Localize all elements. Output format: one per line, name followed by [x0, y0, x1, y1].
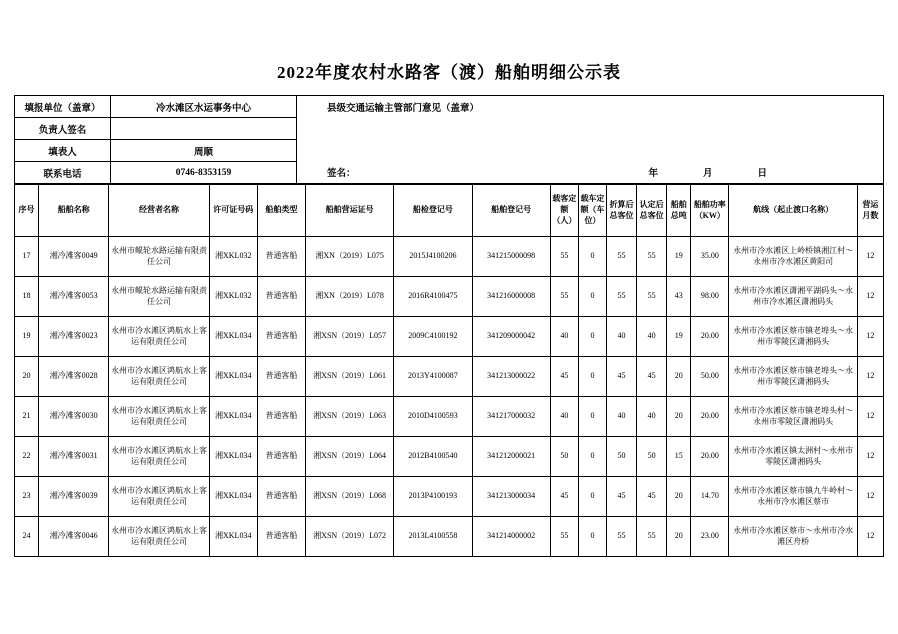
table-cell: 20.00	[691, 317, 729, 357]
page-title: 2022年度农村水路客（渡）船舶明细公示表	[277, 63, 621, 82]
table-cell: 45	[606, 357, 636, 397]
form-label: 联系电话	[15, 162, 111, 184]
table-cell: 55	[637, 277, 667, 317]
table-cell: 24	[15, 517, 39, 557]
table-cell: 湘XKL034	[209, 317, 257, 357]
table-cell: 2013P4100193	[394, 477, 472, 517]
table-cell: 永州市冷水滩区鸿航水上客运有限责任公司	[109, 397, 209, 437]
table-cell: 12	[857, 277, 883, 317]
form-value	[111, 118, 297, 140]
table-cell: 43	[667, 277, 691, 317]
column-header: 经营者名称	[109, 185, 209, 237]
table-cell: 23.00	[691, 517, 729, 557]
column-header: 载车定额（车位）	[578, 185, 606, 237]
table-cell: 普通客船	[257, 517, 305, 557]
column-header: 船舶类型	[257, 185, 305, 237]
table-cell: 永州市冷水滩区鸿航水上客运有限责任公司	[109, 437, 209, 477]
column-header: 载客定额（人）	[550, 185, 578, 237]
table-cell: 22	[15, 437, 39, 477]
header-form	[14, 95, 884, 184]
column-header: 航线（起止渡口名称）	[729, 185, 857, 237]
table-cell: 45	[550, 357, 578, 397]
table-cell: 55	[637, 237, 667, 277]
table-cell: 2015J4100206	[394, 237, 472, 277]
table-cell: 12	[857, 437, 883, 477]
table-cell: 0	[578, 357, 606, 397]
table-cell: 永州市冷水滩区鸿航水上客运有限责任公司	[109, 317, 209, 357]
vessel-table-body	[15, 237, 884, 557]
form-label: 填报单位（盖章）	[15, 96, 111, 118]
table-cell: 湘冷滩客0046	[39, 517, 109, 557]
form-row	[15, 118, 297, 140]
vessel-table	[14, 184, 884, 557]
table-cell: 永州市冷水滩区蔡市镇老埠头～永州市零陵区潇湘码头	[729, 317, 857, 357]
column-header: 船舶名称	[39, 185, 109, 237]
table-cell: 永州市冷水滩区镇太洲村～永州市零陵区潇湘码头	[729, 437, 857, 477]
table-cell: 0	[578, 277, 606, 317]
table-cell: 20.00	[691, 397, 729, 437]
table-cell: 湘XSN（2019）L072	[305, 517, 393, 557]
table-cell: 341209000042	[472, 317, 550, 357]
table-cell: 40	[606, 397, 636, 437]
table-cell: 湘XN（2019）L078	[305, 277, 393, 317]
table-cell: 普通客船	[257, 237, 305, 277]
table-cell: 湘冷滩客0039	[39, 477, 109, 517]
table-cell: 2012B4100540	[394, 437, 472, 477]
table-cell: 55	[550, 277, 578, 317]
opinion-label: 县级交通运输主管部门意见（盖章）	[327, 104, 480, 114]
table-cell: 湘XN（2019）L075	[305, 237, 393, 277]
table-cell: 0	[578, 437, 606, 477]
table-cell: 45	[637, 357, 667, 397]
table-cell: 12	[857, 477, 883, 517]
table-cell: 0	[578, 317, 606, 357]
table-cell: 20	[667, 517, 691, 557]
table-cell: 普通客船	[257, 277, 305, 317]
table-cell: 14.70	[691, 477, 729, 517]
form-value: 冷水滩区水运事务中心	[111, 96, 297, 118]
column-header: 船舶登记号	[472, 185, 550, 237]
table-cell: 湘冷滩客0023	[39, 317, 109, 357]
table-cell: 湘冷滩客0031	[39, 437, 109, 477]
table-header-row	[15, 185, 884, 237]
table-cell: 21	[15, 397, 39, 437]
table-cell: 湘XKL034	[209, 517, 257, 557]
table-cell: 12	[857, 397, 883, 437]
table-cell: 20	[667, 477, 691, 517]
signature-label: 签名：	[327, 169, 356, 179]
table-cell: 50	[550, 437, 578, 477]
table-cell: 2010D4100593	[394, 397, 472, 437]
table-cell: 50	[606, 437, 636, 477]
table-cell: 0	[578, 477, 606, 517]
table-cell: 55	[606, 237, 636, 277]
table-cell: 50	[637, 437, 667, 477]
table-cell: 341213000022	[472, 357, 550, 397]
table-cell: 永州市冷水滩区蔡市镇老埠头～永州市零陵区潇湘码头	[729, 357, 857, 397]
opinion-box	[297, 95, 884, 184]
table-cell: 341215000098	[472, 237, 550, 277]
table-cell: 55	[637, 517, 667, 557]
date-year-label: 年	[648, 169, 658, 179]
table-cell: 湘冷滩客0049	[39, 237, 109, 277]
table-cell: 普通客船	[257, 317, 305, 357]
table-cell: 40	[550, 397, 578, 437]
table-cell: 湘XSN（2019）L068	[305, 477, 393, 517]
table-cell: 永州市冷水滩区上岭桥镇湘江村～永州市冷水滩区黄阳司	[729, 237, 857, 277]
table-cell: 341214000002	[472, 517, 550, 557]
table-cell: 40	[637, 317, 667, 357]
date-area	[648, 165, 767, 179]
table-cell: 45	[550, 477, 578, 517]
date-month-label: 月	[702, 169, 713, 179]
table-cell: 55	[606, 517, 636, 557]
table-cell: 湘XSN（2019）L063	[305, 397, 393, 437]
table-row	[15, 357, 884, 397]
table-cell: 0	[578, 517, 606, 557]
table-cell: 湘XKL034	[209, 397, 257, 437]
table-cell: 湘冷滩客0030	[39, 397, 109, 437]
table-cell: 12	[857, 517, 883, 557]
table-cell: 55	[550, 237, 578, 277]
table-cell: 湘冷滩客0053	[39, 277, 109, 317]
table-cell: 普通客船	[257, 437, 305, 477]
column-header: 折算后总客位	[606, 185, 636, 237]
table-cell: 20	[667, 357, 691, 397]
table-cell: 40	[606, 317, 636, 357]
form-value: 周顺	[111, 140, 297, 162]
form-row	[15, 140, 297, 162]
table-cell: 35.00	[691, 237, 729, 277]
table-cell: 18	[15, 277, 39, 317]
table-cell: 341217000032	[472, 397, 550, 437]
table-cell: 45	[606, 477, 636, 517]
column-header: 船检登记号	[394, 185, 472, 237]
table-row	[15, 437, 884, 477]
table-cell: 湘XKL034	[209, 437, 257, 477]
table-cell: 55	[606, 277, 636, 317]
table-cell: 普通客船	[257, 357, 305, 397]
table-cell: 0	[578, 237, 606, 277]
column-header: 认定后总客位	[637, 185, 667, 237]
table-row	[15, 317, 884, 357]
table-cell: 98.00	[691, 277, 729, 317]
table-cell: 20	[667, 397, 691, 437]
table-cell: 20	[15, 357, 39, 397]
table-cell: 湘XKL034	[209, 357, 257, 397]
table-cell: 12	[857, 317, 883, 357]
column-header: 船舶功率（KW）	[691, 185, 729, 237]
column-header: 船舶营运证号	[305, 185, 393, 237]
table-cell: 湘XKL034	[209, 477, 257, 517]
table-row	[15, 237, 884, 277]
table-cell: 永州市冷水滩区蔡市镇九牛岭村～永州市冷水滩区蔡市	[729, 477, 857, 517]
vessel-table-head	[15, 185, 884, 237]
table-cell: 2016R4100475	[394, 277, 472, 317]
signature-row	[327, 165, 877, 179]
table-cell: 2009C4100192	[394, 317, 472, 357]
table-cell: 湘XSN（2019）L064	[305, 437, 393, 477]
table-cell: 341212000021	[472, 437, 550, 477]
table-row	[15, 517, 884, 557]
table-cell: 45	[637, 477, 667, 517]
column-header: 序号	[15, 185, 39, 237]
form-label: 填表人	[15, 140, 111, 162]
table-cell: 永州市鲲轮水路运输有限责任公司	[109, 237, 209, 277]
column-header: 许可证号码	[209, 185, 257, 237]
table-cell: 341213000034	[472, 477, 550, 517]
table-cell: 永州市冷水滩区潇湘平湖码头～永州市冷水滩区潇湘码头	[729, 277, 857, 317]
table-cell: 2013Y4100087	[394, 357, 472, 397]
table-cell: 55	[550, 517, 578, 557]
form-table-body	[15, 96, 297, 184]
table-cell: 湘冷滩客0028	[39, 357, 109, 397]
table-cell: 0	[578, 397, 606, 437]
table-cell: 永州市鲲轮水路运输有限责任公司	[109, 277, 209, 317]
table-cell: 永州市冷水滩区蔡市镇老埠头村～永州市零陵区潇湘码头	[729, 397, 857, 437]
column-header: 船舶总吨	[667, 185, 691, 237]
form-table	[14, 95, 297, 184]
table-cell: 永州市冷水滩区鸿航水上客运有限责任公司	[109, 477, 209, 517]
table-cell: 341216000008	[472, 277, 550, 317]
column-header: 营运月数	[857, 185, 883, 237]
table-cell: 19	[667, 317, 691, 357]
table-cell: 19	[15, 317, 39, 357]
table-cell: 湘XKL032	[209, 237, 257, 277]
table-cell: 40	[550, 317, 578, 357]
table-row	[15, 397, 884, 437]
table-cell: 15	[667, 437, 691, 477]
table-row	[15, 477, 884, 517]
table-cell: 50.00	[691, 357, 729, 397]
table-cell: 19	[667, 237, 691, 277]
table-cell: 40	[637, 397, 667, 437]
table-row	[15, 277, 884, 317]
table-cell: 永州市冷水滩区鸿航水上客运有限责任公司	[109, 357, 209, 397]
date-day-label: 日	[757, 169, 767, 179]
form-value: 0746-8353159	[111, 162, 297, 184]
table-cell: 永州市冷水滩区鸿航水上客运有限责任公司	[109, 517, 209, 557]
table-cell: 17	[15, 237, 39, 277]
form-row	[15, 96, 297, 118]
table-cell: 20.00	[691, 437, 729, 477]
table-cell: 12	[857, 357, 883, 397]
table-cell: 2013L4100558	[394, 517, 472, 557]
table-cell: 23	[15, 477, 39, 517]
table-cell: 普通客船	[257, 477, 305, 517]
table-cell: 12	[857, 237, 883, 277]
form-label: 负责人签名	[15, 118, 111, 140]
table-cell: 普通客船	[257, 397, 305, 437]
form-row	[15, 162, 297, 184]
table-cell: 湘XSN（2019）L061	[305, 357, 393, 397]
table-cell: 湘XKL032	[209, 277, 257, 317]
table-cell: 永州市冷水滩区蔡市～永州市冷水滩区舟桥	[729, 517, 857, 557]
table-cell: 湘XSN（2019）L057	[305, 317, 393, 357]
